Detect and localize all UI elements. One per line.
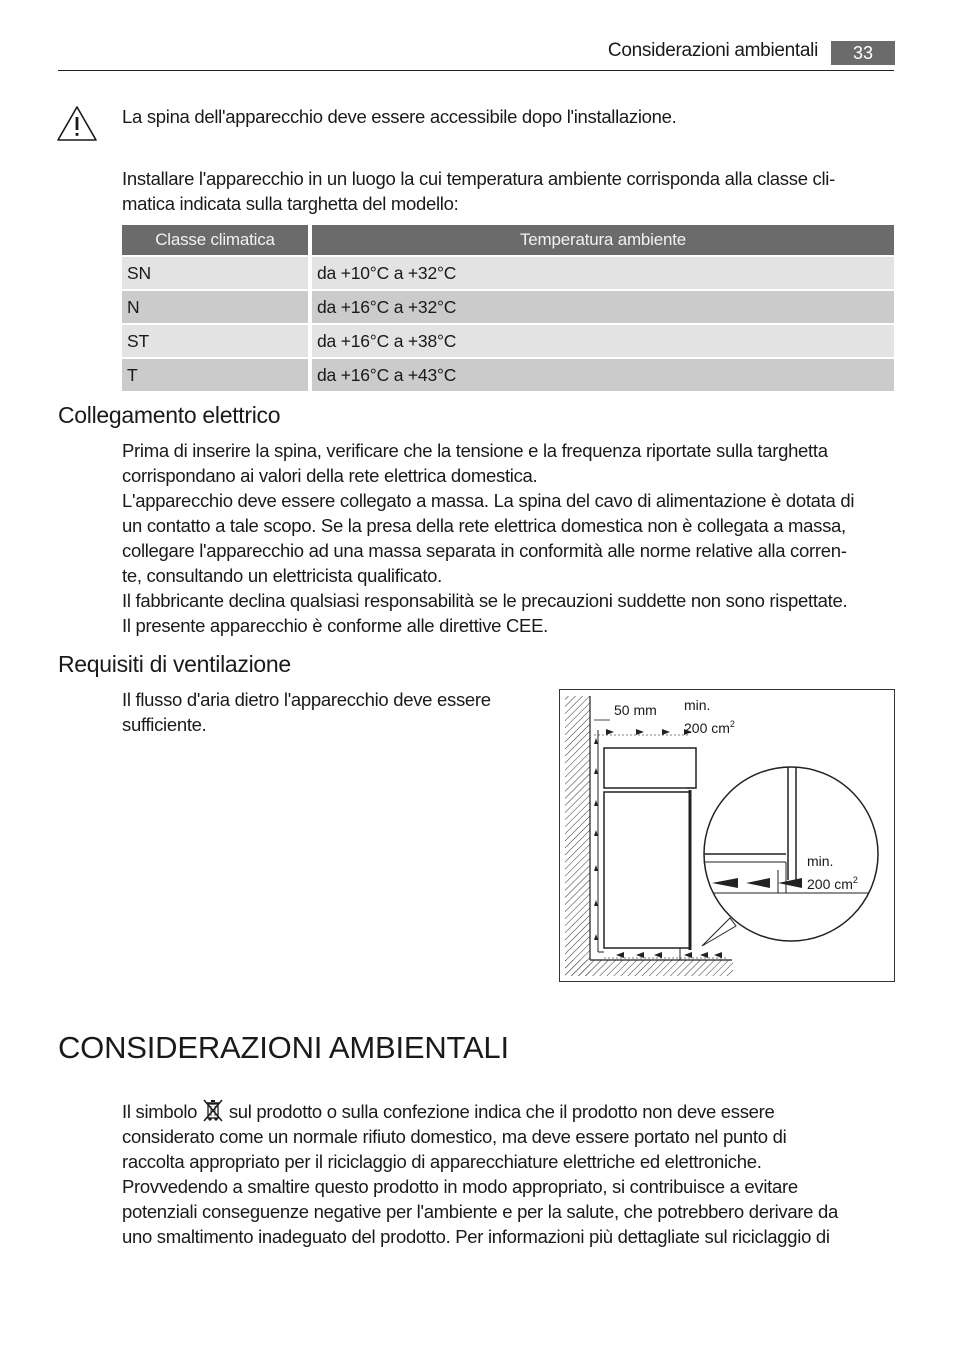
climate-class-cell: ST [122, 325, 312, 357]
detail-area-label [807, 875, 858, 892]
electrical-text [122, 438, 897, 638]
crossed-out-bin-icon [202, 1098, 224, 1122]
header-rule [58, 70, 894, 71]
climate-class-cell: SN [122, 257, 312, 289]
installation-intro [122, 166, 894, 216]
paragraph-line: sufficiente. [122, 714, 207, 735]
environment-heading: CONSIDERAZIONI AMBIENTALI [58, 1030, 509, 1065]
temperature-cell: da +16°C a +43°C [312, 359, 894, 391]
environment-text [122, 1098, 897, 1249]
warning-text: La spina dell'apparecchio deve essere accessibile dopo l'installazione. [122, 106, 677, 127]
table-row [122, 291, 894, 323]
running-header-title: Considerazioni ambientali [607, 40, 818, 61]
paragraph-line: potenziali conseguenze negative per l'ambiente e per la salute, che potrebbero derivare da [122, 1201, 838, 1222]
floor-hatch [565, 960, 733, 976]
paragraph-line: corrispondano ai valori della rete elettrica domestica. [122, 465, 538, 486]
wall-hatch [565, 696, 590, 976]
temperature-cell: da +10°C a +32°C [312, 257, 894, 289]
climate-class-table [122, 223, 894, 393]
ventilation-text [122, 687, 532, 737]
page-number: 33 [831, 41, 895, 65]
gap-label: 50 mm [614, 702, 657, 718]
paragraph-line: uno smaltimento inadeguato del prodotto. Per informazioni più dettagliate sul riciclaggio di [122, 1226, 830, 1247]
top-area-superscript: 2 [729, 719, 735, 729]
paragraph-line: Il flusso d'aria dietro l'apparecchio deve essere [122, 689, 491, 710]
intro-line: Installare l'apparecchio in un luogo la cui temperatura ambiente corrisponda alla classe cli- [122, 168, 835, 189]
freezer-unit [604, 748, 696, 788]
column-header-temperature: Temperatura ambiente [312, 225, 894, 255]
electrical-heading: Collegamento elettrico [58, 402, 281, 428]
paragraph-line: raccolta appropriato per il riciclaggio di apparecchiature elettriche ed elettroniche. [122, 1151, 762, 1172]
intro-line: matica indicata sulla targhetta del modello: [122, 193, 459, 214]
fridge-unit [604, 792, 690, 948]
warning-triangle-icon [56, 105, 98, 143]
paragraph-line: Provvedendo a smaltire questo prodotto in modo appropriato, si contribuisce a evitare [122, 1176, 798, 1197]
line-text: Il simbolo [122, 1101, 198, 1122]
paragraph-line [122, 1098, 897, 1124]
paragraph-line: Il presente apparecchio è conforme alle direttive CEE. [122, 615, 548, 636]
column-header-class: Classe climatica [122, 225, 312, 255]
table-row [122, 257, 894, 289]
detail-area-superscript: 2 [852, 875, 858, 885]
ventilation-heading: Requisiti di ventilazione [58, 651, 291, 677]
paragraph-line: considerato come un normale rifiuto domestico, ma deve essere portato nel punto di [122, 1126, 787, 1147]
top-min-label: min. [684, 697, 711, 713]
temperature-cell: da +16°C a +32°C [312, 291, 894, 323]
climate-class-cell: T [122, 359, 312, 391]
paragraph-line: collegare l'apparecchio ad una massa separata in conformità alle norme relative alla corren- [122, 540, 847, 561]
paragraph-line: te, consultando un elettricista qualificato. [122, 565, 442, 586]
paragraph-line: Prima di inserire la spina, verificare che la tensione e la frequenza riportate sulla targhetta [122, 440, 828, 461]
line-text: sul prodotto o sulla confezione indica che il prodotto non deve essere [228, 1101, 775, 1122]
climate-class-cell: N [122, 291, 312, 323]
table-header-row [122, 225, 894, 255]
detail-min-label: min. [807, 853, 834, 869]
paragraph-line: Il fabbricante declina qualsiasi responsabilità se le precauzioni suddette non sono rispettate. [122, 590, 848, 611]
top-area-label [684, 719, 735, 736]
top-area-value: 200 cm [684, 720, 730, 736]
table-row [122, 359, 894, 391]
detail-area-value: 200 cm [807, 876, 853, 892]
temperature-cell: da +16°C a +38°C [312, 325, 894, 357]
ventilation-diagram [559, 689, 895, 982]
table-row [122, 325, 894, 357]
paragraph-line: un contatto a tale scopo. Se la presa della rete elettrica domestica non è collegata a massa, [122, 515, 846, 536]
paragraph-line: L'apparecchio deve essere collegato a massa. La spina del cavo di alimentazione è dotata di [122, 490, 855, 511]
